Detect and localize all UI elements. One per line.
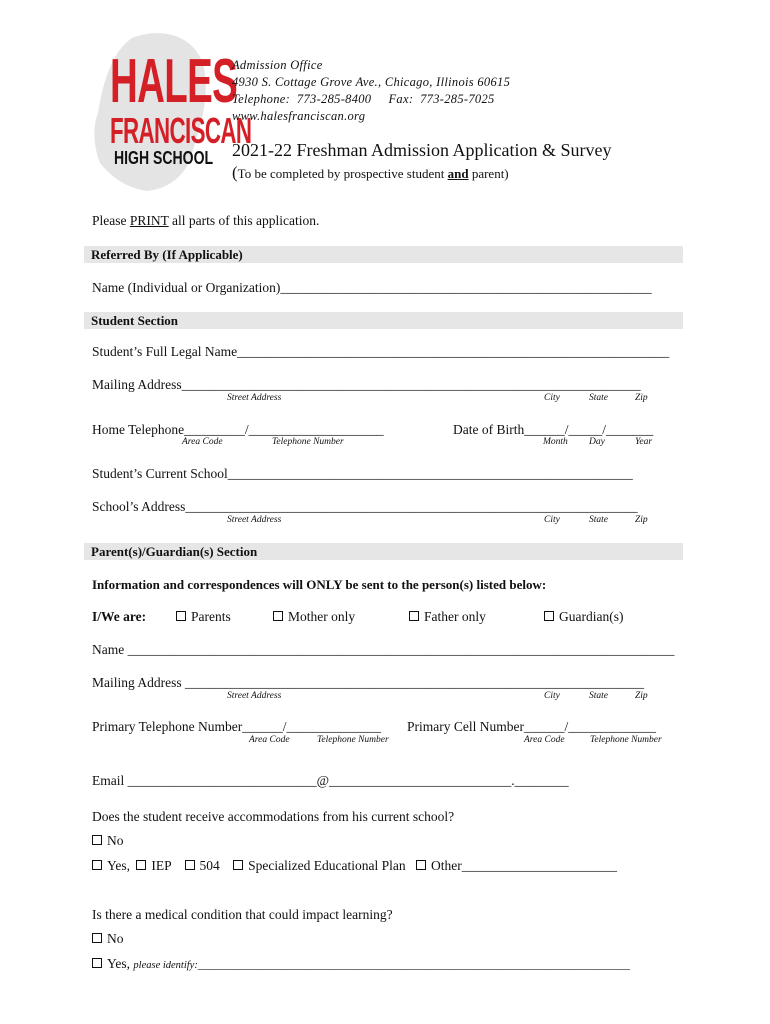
iwe-label: I/We are:	[92, 609, 147, 624]
subtitle-post: parent)	[468, 166, 509, 181]
parent-mailing-address-field[interactable]: Mailing Address ____________________________________________________________________	[92, 675, 644, 690]
identify-label: please identify:	[133, 960, 198, 971]
state-caption: State	[589, 515, 608, 525]
street-caption: Street Address	[227, 691, 282, 701]
date-of-birth-field[interactable]: Date of Birth______/_____/_______	[453, 422, 654, 437]
option-guardians[interactable]	[544, 609, 623, 625]
checkbox-icon[interactable]	[409, 611, 419, 621]
option-label: Mother only	[288, 609, 356, 624]
primary-cell-field[interactable]: Primary Cell Number______/_____________	[407, 719, 656, 734]
logo-high-school: HIGH SCHOOL	[114, 148, 214, 168]
zip-caption: Zip	[635, 393, 648, 403]
checkbox-icon[interactable]	[273, 611, 283, 621]
zip-caption: Zip	[635, 691, 648, 701]
accommodations-question: Does the student receive accommodations from his current school?	[92, 809, 455, 824]
section-bar-parent	[84, 543, 683, 560]
student-full-name-field[interactable]: Student’s Full Legal Name________________________________________________________________	[92, 344, 670, 359]
instructions-pre: Please	[92, 213, 130, 228]
other-field[interactable]: Other_______________________	[430, 858, 617, 873]
address-line: Telephone: 773-285-8400 Fax: 773-285-7025	[232, 92, 495, 106]
city-caption: City	[544, 691, 560, 701]
accommodations-yes-row	[92, 858, 617, 874]
subtitle-and: and	[447, 166, 469, 181]
checkbox-icon[interactable]	[544, 611, 554, 621]
checkbox-icon[interactable]	[92, 860, 102, 870]
logo-hales: HALES	[110, 47, 238, 116]
option-label: 504	[199, 858, 220, 873]
city-caption: City	[544, 393, 560, 403]
address-line: 4930 S. Cottage Grove Ave., Chicago, Illinois 60615	[232, 75, 511, 89]
section-bar-student	[84, 312, 683, 329]
telephone-number-caption: Telephone Number	[590, 735, 662, 745]
day-caption: Day	[589, 437, 605, 447]
telephone-number-caption: Telephone Number	[272, 437, 344, 447]
option-label: No	[107, 931, 124, 946]
form-title: 2021-22 Freshman Admission Application & Survey	[232, 140, 612, 160]
option-label: IEP	[151, 858, 172, 873]
primary-telephone-field[interactable]: Primary Telephone Number______/______________	[92, 719, 382, 734]
medical-no[interactable]	[92, 931, 124, 947]
checkbox-icon[interactable]	[136, 860, 146, 870]
section-heading: Parent(s)/Guardian(s) Section	[91, 544, 258, 559]
option-label: Guardian(s)	[559, 609, 624, 624]
option-label: Parents	[191, 609, 231, 624]
area-code-caption: Area Code	[249, 735, 290, 745]
student-mailing-address-field[interactable]: Mailing Address____________________________________________________________________	[92, 377, 641, 392]
checkbox-icon[interactable]	[92, 835, 102, 845]
instructions-print: PRINT	[129, 213, 169, 228]
school-logo	[92, 28, 252, 193]
checkbox-icon[interactable]	[416, 860, 426, 870]
section-bar-referred	[84, 246, 683, 263]
zip-caption: Zip	[635, 515, 648, 525]
option-father-only[interactable]	[409, 609, 486, 625]
subtitle-paren: (	[232, 163, 238, 182]
option-label: Yes,	[107, 858, 131, 873]
option-label: No	[107, 833, 124, 848]
subtitle-pre: To be completed by prospective student	[237, 166, 448, 181]
checkbox-icon[interactable]	[92, 958, 102, 968]
correspondence-notice: Information and correspondences will ONLY be sent to the person(s) listed below:	[92, 577, 547, 592]
option-label: Yes,	[107, 956, 131, 971]
option-label: Father only	[424, 609, 486, 624]
option-label: Specialized Educational Plan	[248, 858, 406, 873]
office-address	[232, 57, 510, 125]
month-caption: Month	[543, 437, 568, 447]
telephone-number-caption: Telephone Number	[317, 735, 389, 745]
parent-name-field[interactable]: Name _________________________________________________________________________________	[92, 642, 675, 657]
area-code-caption: Area Code	[182, 437, 223, 447]
school-address-field[interactable]: School’s Address___________________________________________________________________	[92, 499, 638, 514]
option-mother-only[interactable]	[273, 609, 355, 625]
instructions-post: all parts of this application.	[168, 213, 320, 228]
state-caption: State	[589, 691, 608, 701]
current-school-field[interactable]: Student’s Current School____________________________________________________________	[92, 466, 633, 481]
address-link[interactable]: www.halesfranciscan.org	[232, 109, 366, 123]
checkbox-icon[interactable]	[185, 860, 195, 870]
section-heading: Referred By (If Applicable)	[91, 247, 243, 262]
area-code-caption: Area Code	[524, 735, 565, 745]
identify-field[interactable]: ________________________________________________________________________	[197, 957, 630, 971]
accommodations-no[interactable]	[92, 833, 124, 849]
home-telephone-field[interactable]: Home Telephone_________/____________________	[92, 422, 384, 437]
street-caption: Street Address	[227, 515, 282, 525]
street-caption: Street Address	[227, 393, 282, 403]
medical-question: Is there a medical condition that could impact learning?	[92, 907, 393, 922]
instructions	[92, 213, 319, 229]
referrer-name-field[interactable]: Name (Individual or Organization)_______________________________________________________	[92, 280, 652, 295]
year-caption: Year	[635, 437, 653, 447]
form-subtitle	[232, 163, 509, 183]
medical-yes-row	[92, 956, 630, 972]
checkbox-icon[interactable]	[92, 933, 102, 943]
section-heading: Student Section	[91, 313, 179, 328]
city-caption: City	[544, 515, 560, 525]
option-parents[interactable]	[176, 609, 231, 625]
checkbox-icon[interactable]	[233, 860, 243, 870]
email-field[interactable]: Email ____________________________@___________________________.________	[92, 773, 569, 788]
state-caption: State	[589, 393, 608, 403]
logo-franciscan: FRANCISCAN	[110, 110, 252, 151]
address-line: Admission Office	[232, 58, 323, 72]
checkbox-icon[interactable]	[176, 611, 186, 621]
